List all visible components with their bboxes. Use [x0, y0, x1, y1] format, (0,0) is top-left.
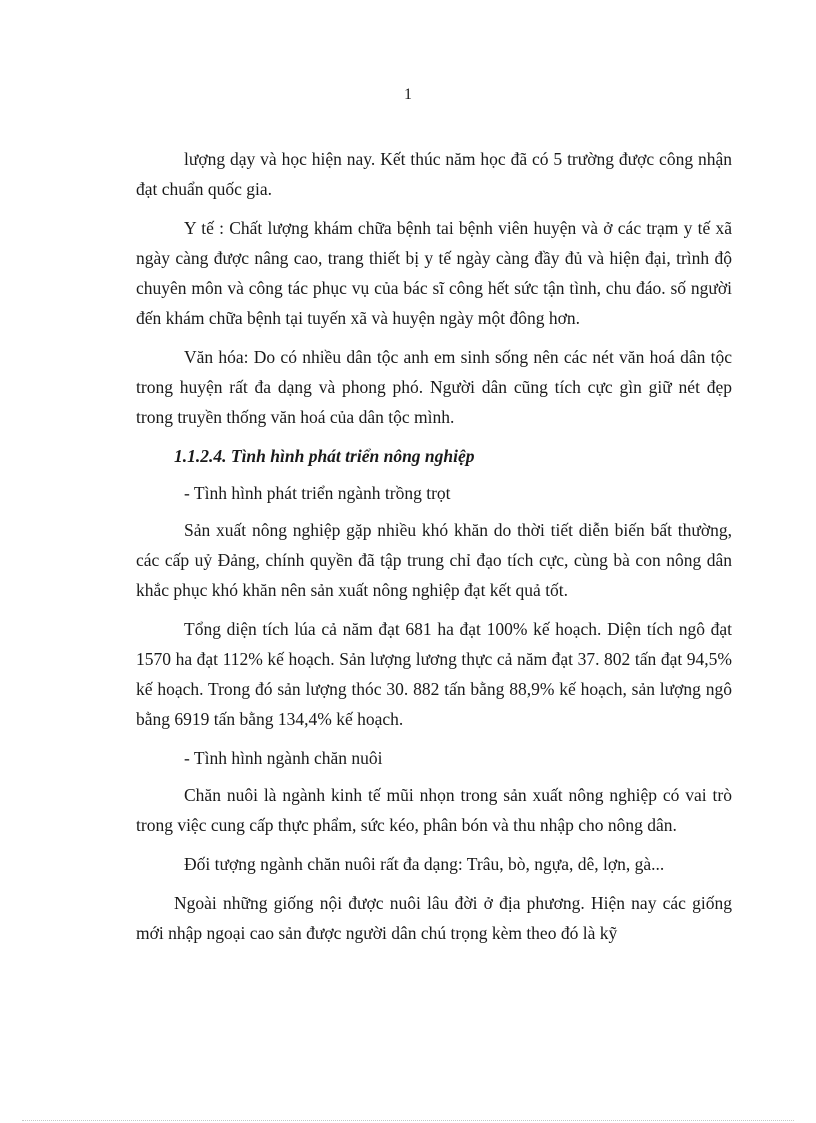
paragraph-crop-statistics: Tổng diện tích lúa cả năm đạt 681 ha đạt 100% kế hoạch. Diện tích ngô đạt 1570 ha đạt 112% kế hoạch. Sản lượng lương thực cả năm đạt 37. 802 tấn đạt 94,5% kế hoạch. Trong đó sản lượng thóc 30. 882 tấn bằng 88,9% kế hoạch, sản lượng ngô bằng 6919 tấn bằng 134,4% kế hoạch. [136, 619, 732, 729]
paragraph-healthcare: Y tế : Chất lượng khám chữa bệnh tai bệnh viên huyện và ở các trạm y tế xã ngày càng được nâng cao, trang thiết bị y tế ngày càng đầy đủ và hiện đại, trình độ chuyên môn và công tác phục vụ của bác sĩ công hết sức tận tình, chu đáo. số người đến khám chữa bệnh tại tuyến xã và huyện ngày một đông hơn. [136, 218, 732, 328]
paragraph-culture: Văn hóa: Do có nhiều dân tộc anh em sinh sống nên các nét văn hoá dân tộc trong huyện rất đa dạng và phong phó. Người dân cũng tích cực gìn giữ nét đẹp trong truyền thống văn hoá của dân tộc mình. [136, 347, 732, 427]
paragraph-livestock-role: Chăn nuôi là ngành kinh tế mũi nhọn trong sản xuất nông nghiệp có vai trò trong việc cung cấp thực phẩm, sức kéo, phân bón và thu nhập cho nông dân. [136, 785, 732, 835]
page-bottom-divider [22, 1120, 794, 1121]
paragraph-livestock-types: Đối tượng ngành chăn nuôi rất đa dạng: Trâu, bò, ngựa, dê, lợn, gà... [184, 854, 665, 874]
paragraph-breeds: Ngoài những giống nội được nuôi lâu đời ở địa phương. Hiện nay các giống mới nhập ngoại cao sản được người dân chú trọng kèm theo đó là kỹ [136, 893, 732, 943]
page-number: 1 [404, 86, 412, 103]
paragraph-agriculture-overview: Sản xuất nông nghiệp gặp nhiều khó khăn do thời tiết diễn biến bất thường, các cấp uỷ Đảng, chính quyền đã tập trung chỉ đạo tích cực, cùng bà con nông dân khắc phục khó khăn nên sản xuất nông nghiệp đạt kết quả tốt. [136, 520, 732, 600]
document-body [136, 144, 732, 957]
subheading-livestock: - Tình hình ngành chăn nuôi [184, 748, 383, 768]
paragraph-education: lượng dạy và học hiện nay. Kết thúc năm học đã có 5 trường được công nhận đạt chuẩn quốc gia. [136, 149, 732, 199]
subheading-cultivation: - Tình hình phát triển ngành trồng trọt [184, 483, 451, 503]
section-heading: 1.1.2.4. Tình hình phát triển nông nghiệp [174, 446, 475, 466]
